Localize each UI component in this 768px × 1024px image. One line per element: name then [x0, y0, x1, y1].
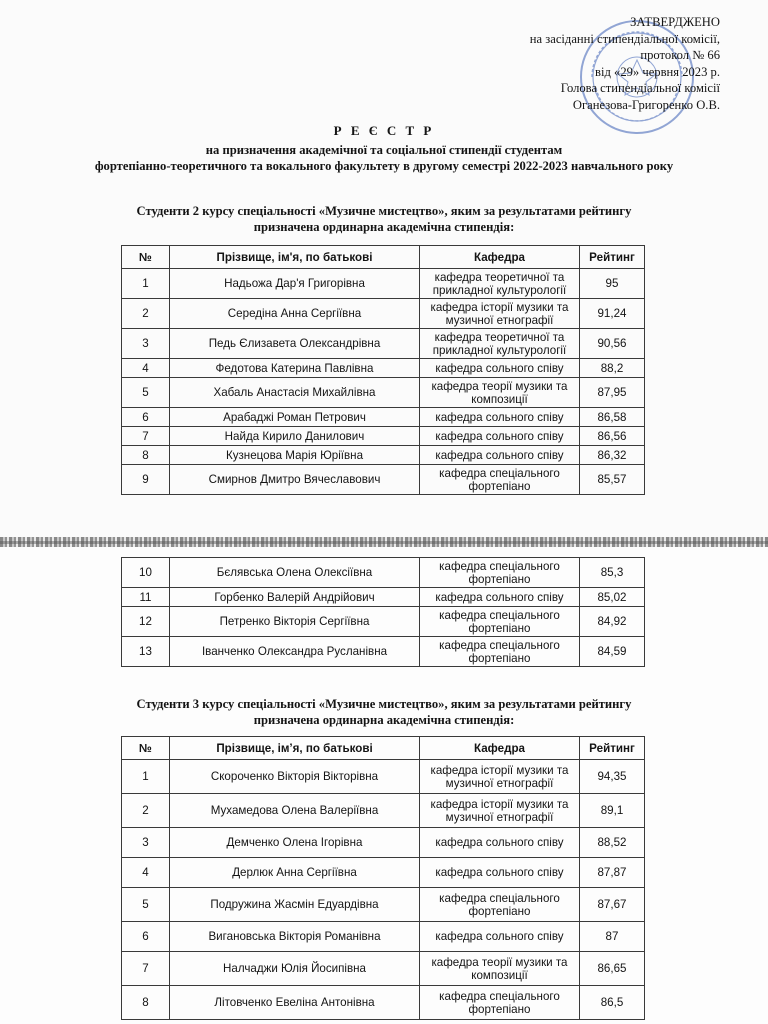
department-line-1: кафедра спеціального [439, 638, 560, 652]
row-number: 7 [122, 427, 170, 446]
department-line-1: кафедра історії музики та [430, 763, 569, 777]
department-line-1: кафедра сольного співу [435, 448, 564, 462]
table-row [122, 794, 645, 828]
section-3-heading [0, 697, 768, 728]
section-2-heading-line1: Студенти 2 курсу спеціальності «Музичне мистецтво», яким за результатами рейтингу [136, 204, 632, 218]
student-name: Вигановська Вікторія Романівна [170, 922, 420, 952]
row-number: 7 [122, 952, 170, 986]
table-header-row [122, 737, 645, 760]
approval-block [530, 14, 720, 114]
table-row [122, 760, 645, 794]
department-line-1: кафедра історії музики та [430, 300, 569, 314]
student-name: Літовченко Евеліна Антонівна [170, 986, 420, 1020]
student-name: Хабаль Анастасія Михайлівна [170, 378, 420, 408]
student-name: Федотова Катерина Павлівна [170, 359, 420, 378]
student-name: Арабаджі Роман Петрович [170, 408, 420, 427]
department [420, 952, 580, 986]
department-line-1: кафедра теоретичної та [434, 330, 565, 344]
row-number: 9 [122, 465, 170, 495]
table-row [122, 427, 645, 446]
student-name: Налчаджи Юлія Йосипівна [170, 952, 420, 986]
department-line-2: фортепіано [468, 651, 531, 665]
approval-meeting: на засіданні стипендіальної комісії, [529, 31, 720, 46]
department [420, 828, 580, 858]
row-number: 8 [122, 446, 170, 465]
rating-value: 85,02 [580, 588, 645, 607]
header-dept: Кафедра [420, 246, 580, 269]
table-row [122, 922, 645, 952]
table-row [122, 986, 645, 1020]
rating-value: 88,52 [580, 828, 645, 858]
approval-date: від «29» червня 2023 р. [595, 64, 720, 79]
department [420, 378, 580, 408]
department-line-1: кафедра спеціального [439, 466, 560, 480]
table-row [122, 408, 645, 427]
department [420, 794, 580, 828]
table-row [122, 558, 645, 588]
table-row [122, 888, 645, 922]
rating-value: 95 [580, 269, 645, 299]
department-line-1: кафедра спеціального [439, 559, 560, 573]
student-name: Найда Кирило Данилович [170, 427, 420, 446]
department [420, 922, 580, 952]
rating-value: 86,56 [580, 427, 645, 446]
department-line-2: музичної етнографії [445, 313, 554, 327]
department [420, 269, 580, 299]
row-number: 11 [122, 588, 170, 607]
department [420, 446, 580, 465]
student-name: Педь Єлизавета Олександрівна [170, 329, 420, 359]
student-name: Іванченко Олександра Русланівна [170, 637, 420, 667]
department-line-2: музичної етнографії [445, 776, 554, 790]
document-subtitle-1: на призначення академічної та соціальної стипендії студентам [205, 143, 563, 157]
student-name: Бєлявська Олена Олексіївна [170, 558, 420, 588]
department [420, 465, 580, 495]
department-line-2: композиції [471, 968, 528, 982]
header-dept: Кафедра [420, 737, 580, 760]
row-number: 6 [122, 922, 170, 952]
rating-value: 85,57 [580, 465, 645, 495]
department-line-1: кафедра спеціального [439, 891, 560, 905]
department-line-2: прикладної культурології [432, 343, 567, 357]
student-name: Смирнов Дмитро Вячеславович [170, 465, 420, 495]
row-number: 4 [122, 359, 170, 378]
student-name: Подружина Жасмін Едуардівна [170, 888, 420, 922]
table-row [122, 607, 645, 637]
department-line-1: кафедра сольного співу [435, 410, 564, 424]
table-row [122, 828, 645, 858]
table-row [122, 952, 645, 986]
student-name: Скороченко Вікторія Вікторівна [170, 760, 420, 794]
student-name: Надьожа Дар'я Григорівна [170, 269, 420, 299]
row-number: 10 [122, 558, 170, 588]
department [420, 986, 580, 1020]
section-3-heading-line2: призначена ординарна академічна стипендія: [253, 712, 515, 727]
table-row [122, 359, 645, 378]
table-year2-part2 [121, 557, 645, 667]
document-subtitle-2: фортепіанно-теоретичного та вокального факультету в другому семестрі 2022-2023 навчального року [94, 159, 674, 173]
row-number: 6 [122, 408, 170, 427]
row-number: 3 [122, 329, 170, 359]
table-row [122, 299, 645, 329]
department [420, 607, 580, 637]
table-row [122, 637, 645, 667]
department-line-1: кафедра сольного співу [435, 866, 564, 879]
department [420, 329, 580, 359]
department-line-2: фортепіано [468, 621, 531, 635]
section-2-heading [0, 204, 768, 235]
department-line-1: кафедра історії музики та [430, 797, 569, 811]
header-rating: Рейтинг [580, 737, 645, 760]
department [420, 858, 580, 888]
department [420, 558, 580, 588]
rating-value: 87,67 [580, 888, 645, 922]
table-row [122, 446, 645, 465]
department-line-1: кафедра сольного співу [435, 836, 564, 849]
department-line-1: кафедра теорії музики та [431, 955, 568, 969]
rating-value: 84,92 [580, 607, 645, 637]
rating-value: 89,1 [580, 794, 645, 828]
rating-value: 86,58 [580, 408, 645, 427]
row-number: 5 [122, 888, 170, 922]
student-name: Середіна Анна Сергіївна [170, 299, 420, 329]
department-line-1: кафедра спеціального [439, 989, 560, 1003]
student-name: Горбенко Валерій Андрійович [170, 588, 420, 607]
row-number: 3 [122, 828, 170, 858]
table-row [122, 465, 645, 495]
table-row [122, 588, 645, 607]
department [420, 359, 580, 378]
department-line-2: фортепіано [468, 479, 531, 493]
rating-value: 86,65 [580, 952, 645, 986]
department-line-2: фортепіано [468, 572, 531, 586]
rating-value: 90,56 [580, 329, 645, 359]
table-year3 [121, 736, 645, 1020]
row-number: 1 [122, 269, 170, 299]
approval-head-name: Оганезова-Григоренко О.В. [572, 97, 720, 112]
table-row [122, 329, 645, 359]
approval-title: ЗАТВЕРДЖЕНО [630, 15, 720, 29]
department-line-2: фортепіано [468, 1002, 531, 1016]
section-2-heading-line2: призначена ординарна академічна стипендія: [253, 219, 515, 234]
department-line-1: кафедра сольного співу [435, 590, 564, 604]
table-row [122, 378, 645, 408]
rating-value: 87 [580, 922, 645, 952]
student-name: Петренко Вікторія Сергіївна [170, 607, 420, 637]
department-line-1: кафедра сольного співу [435, 361, 564, 375]
approval-head-title: Голова стипендіальної комісії [560, 81, 720, 96]
scan-tear-shadow [0, 541, 768, 544]
header-num: № [122, 737, 170, 760]
department-line-2: фортепіано [468, 904, 531, 918]
student-name: Дерлюк Анна Сергіївна [170, 858, 420, 888]
rating-value: 85,3 [580, 558, 645, 588]
department-line-1: кафедра спеціального [439, 608, 560, 622]
department [420, 888, 580, 922]
row-number: 13 [122, 637, 170, 667]
rating-value: 86,32 [580, 446, 645, 465]
department [420, 588, 580, 607]
student-name: Мухамедова Олена Валеріївна [170, 794, 420, 828]
rating-value: 94,35 [580, 760, 645, 794]
department-line-1: кафедра теоретичної та [434, 270, 565, 284]
department-line-1: кафедра сольного співу [435, 930, 564, 943]
department-line-2: музичної етнографії [445, 810, 554, 824]
rating-value: 84,59 [580, 637, 645, 667]
table-year2-part1 [121, 245, 645, 495]
row-number: 1 [122, 760, 170, 794]
department-line-2: прикладної культурології [432, 283, 567, 297]
row-number: 2 [122, 299, 170, 329]
department [420, 299, 580, 329]
approval-protocol: протокол № 66 [640, 48, 720, 63]
department [420, 637, 580, 667]
rating-value: 88,2 [580, 359, 645, 378]
department [420, 427, 580, 446]
department-line-2: композиції [471, 392, 528, 406]
department-line-1: кафедра теорії музики та [431, 379, 568, 393]
header-name: Прізвище, ім'я, по батькові [170, 246, 420, 269]
row-number: 2 [122, 794, 170, 828]
rating-value: 87,87 [580, 858, 645, 888]
table-header-row [122, 246, 645, 269]
row-number: 5 [122, 378, 170, 408]
department [420, 760, 580, 794]
section-3-heading-line1: Студенти 3 курсу спеціальності «Музичне мистецтво», яким за результатами рейтингу [136, 697, 632, 711]
header-rating: Рейтинг [580, 246, 645, 269]
department-line-1: кафедра сольного співу [435, 429, 564, 443]
table-row [122, 269, 645, 299]
department [420, 408, 580, 427]
rating-value: 87,95 [580, 378, 645, 408]
row-number: 12 [122, 607, 170, 637]
table-row [122, 858, 645, 888]
row-number: 4 [122, 858, 170, 888]
rating-value: 91,24 [580, 299, 645, 329]
header-name: Прізвище, ім’я, по батькові [170, 737, 420, 760]
header-num: № [122, 246, 170, 269]
student-name: Демченко Олена Ігорівна [170, 828, 420, 858]
rating-value: 86,5 [580, 986, 645, 1020]
row-number: 8 [122, 986, 170, 1020]
document-title: Р Е Є С Т Р [333, 123, 435, 138]
student-name: Кузнецова Марія Юріївна [170, 446, 420, 465]
